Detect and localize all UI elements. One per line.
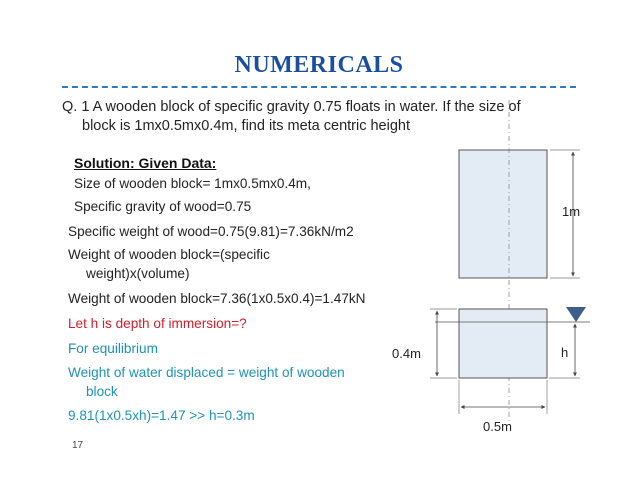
- label-1m: 1m: [562, 204, 581, 219]
- label-h: h: [561, 345, 569, 360]
- question-line-2: block is 1mx0.5mx0.4m, find its meta centric height: [82, 118, 410, 134]
- displaced-water-line-2: block: [86, 384, 118, 399]
- block-top-view: [459, 150, 547, 278]
- given-specific-gravity: Specific gravity of wood=0.75: [74, 199, 252, 214]
- question-line-1: Q. 1 A wooden block of specific gravity 0.75 floats in water. If the size of: [62, 99, 521, 115]
- label-05m: 0.5m: [483, 419, 512, 434]
- equilibrium-line: For equilibrium: [68, 341, 158, 356]
- page-number: 17: [72, 440, 84, 451]
- given-size: Size of wooden block= 1mx0.5mx0.4m,: [74, 176, 311, 191]
- specific-weight-line: Specific weight of wood=0.75(9.81)=7.36kN/m2: [68, 224, 354, 239]
- water-level-icon: [566, 307, 586, 322]
- depth-of-immersion-line: Let h is depth of immersion=?: [68, 316, 247, 331]
- weight-formula-line-1: Weight of wooden block=(specific: [68, 247, 270, 262]
- weight-value-line: Weight of wooden block=7.36(1x0.5x0.4)=1.47kN: [68, 291, 366, 306]
- weight-formula-line-2: weight)x(volume): [86, 266, 190, 281]
- page-title: NUMERICALS: [234, 52, 404, 78]
- displaced-water-line-1: Weight of water displaced = weight of wooden: [68, 365, 345, 380]
- block-side-view: [459, 309, 547, 378]
- label-04m: 0.4m: [392, 346, 421, 361]
- solution-heading: Solution: Given Data:: [74, 155, 217, 171]
- result-line: 9.81(1x0.5xh)=1.47 >> h=0.3m: [68, 408, 255, 423]
